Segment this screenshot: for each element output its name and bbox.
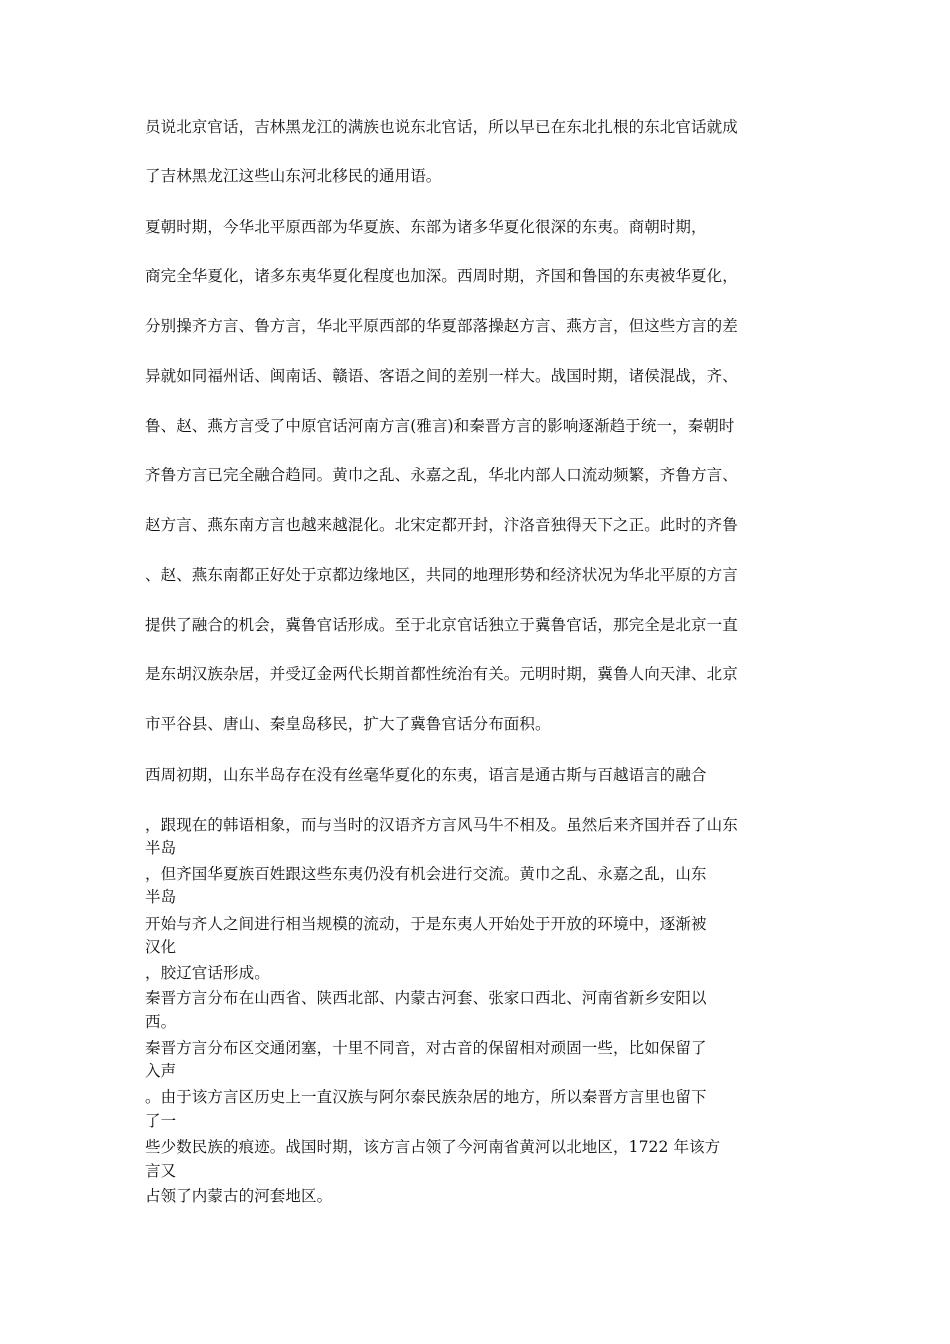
- text-line: 入声: [145, 1062, 177, 1080]
- text-line: 商完全华夏化，诸多东夷华夏化程度也加深。西周时期，齐国和鲁国的东夷被华夏化，: [145, 267, 738, 285]
- text-line: 赵方言、燕东南方言也越来越混化。北宋定都开封，汴洛音独得天下之正。此时的齐鲁: [145, 516, 738, 534]
- text-line: ，胶辽官话形成。: [145, 964, 270, 982]
- text-line: 。由于该方言区历史上一直汉族与阿尔泰民族杂居的地方，所以秦晋方言里也留下: [145, 1088, 707, 1106]
- text-line: ，但齐国华夏族百姓跟这些东夷仍没有机会进行交流。黄巾之乱、永嘉之乱，山东: [145, 865, 707, 883]
- text-line: 西。: [145, 1013, 177, 1031]
- text-line: 些少数民族的痕迹。战国时期，该方言占领了今河南省黄河以北地区，1722 年该方: [145, 1138, 721, 1156]
- text-line: 西周初期，山东半岛存在没有丝毫华夏化的东夷，语言是通古斯与百越语言的融合: [145, 766, 707, 784]
- text-line: 异就如同福州话、闽南话、赣语、客语之间的差别一样大。战国时期，诸侯混战，齐、: [145, 367, 738, 385]
- text-line: 是东胡汉族杂居，并受辽金两代长期首都性统治有关。元明时期，冀鲁人向天津、北京: [145, 665, 738, 683]
- text-line: 开始与齐人之间进行相当规模的流动，于是东夷人开始处于开放的环境中，逐渐被: [145, 915, 707, 933]
- text-line: 了一: [145, 1112, 177, 1130]
- text-line: 汉化: [145, 938, 177, 956]
- text-line: 秦晋方言分布在山西省、陕西北部、内蒙古河套、张家口西北、河南省新乡安阳以: [145, 989, 707, 1007]
- text-line: 分别操齐方言、鲁方言，华北平原西部的华夏部落操赵方言、燕方言，但这些方言的差: [145, 317, 738, 335]
- text-line: ，跟现在的韩语相象，而与当时的汉语齐方言风马牛不相及。虽然后来齐国并吞了山东: [145, 816, 738, 834]
- text-line: 齐鲁方言已完全融合趋同。黄巾之乱、永嘉之乱，华北内部人口流动频繁，齐鲁方言、: [145, 466, 738, 484]
- text-line: 占领了内蒙古的河套地区。: [145, 1187, 333, 1205]
- text-line: 半岛: [145, 839, 177, 857]
- text-line: 半岛: [145, 888, 177, 906]
- text-line: 市平谷县、唐山、秦皇岛移民，扩大了冀鲁官话分布面积。: [145, 715, 551, 733]
- text-line: 言又: [145, 1162, 177, 1180]
- text-line: 了吉林黑龙江这些山东河北移民的通用语。: [145, 167, 442, 185]
- text-line: 夏朝时期，今华北平原西部为华夏族、东部为诸多华夏化很深的东夷。商朝时期，: [145, 218, 707, 236]
- text-line: 提供了融合的机会，冀鲁官话形成。至于北京官话独立于冀鲁官话，那完全是北京一直: [145, 616, 738, 634]
- text-line: 员说北京官话，吉林黑龙江的满族也说东北官话，所以早已在东北扎根的东北官话就成: [145, 118, 738, 136]
- text-line: 秦晋方言分布区交通闭塞，十里不同音，对古音的保留相对顽固一些，比如保留了: [145, 1039, 707, 1057]
- text-line: 、赵、燕东南都正好处于京都边缘地区，共同的地理形势和经济状况为华北平原的方言: [145, 566, 738, 584]
- text-line: 鲁、赵、燕方言受了中原官话河南方言(雅言)和秦晋方言的影响逐渐趋于统一，秦朝时: [145, 417, 735, 435]
